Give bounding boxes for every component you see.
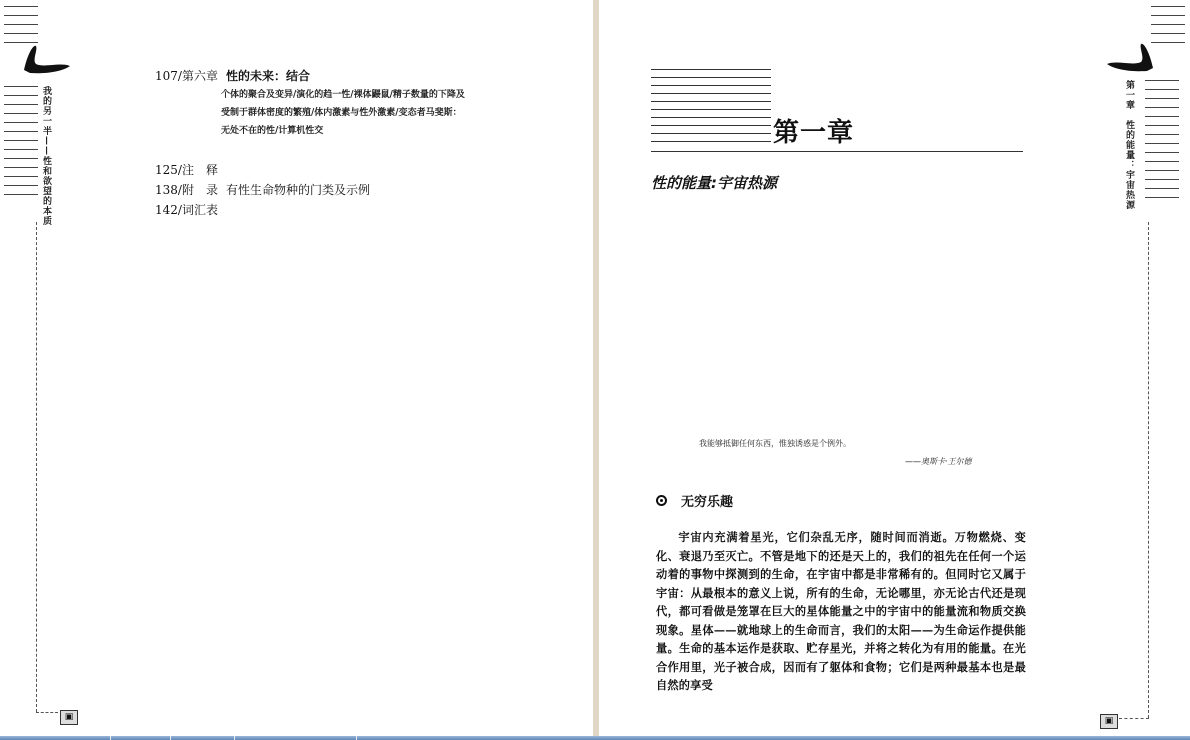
chapter-header-rules: [651, 69, 771, 149]
chapter-subtitle: 性的能量:宇宙热源: [651, 174, 777, 192]
toc-subtopics-line-2: 受制于群体密度的繁殖/体内激素与性外激素/变态者马斐斯：: [221, 108, 462, 118]
epigraph-author: ——奥斯卡·王尔德: [905, 457, 972, 466]
margin-dashed-line: [36, 222, 37, 712]
right-page: [599, 0, 1190, 736]
running-head-right: 第一章 性的能量：宇宙热源: [1124, 80, 1134, 210]
chapter-title-rule: [651, 151, 1023, 152]
left-page: [0, 0, 593, 736]
toc-chapter-title: 性的未来：结合: [225, 69, 310, 83]
toc-notes-label: 125/注 释: [155, 163, 218, 177]
toc-appendix-label: 138/附 录: [155, 183, 218, 197]
brush-ornament-icon: [20, 42, 72, 76]
toc-entry-glossary[interactable]: [155, 200, 535, 220]
toc-entry-appendix[interactable]: [155, 180, 535, 200]
body-paragraph: 宇宙内充满着星光，它们杂乱无序，随时间而消逝。万物燃烧、变化、衰退乃至灭亡。不管是地下的还是天上的，我们的祖先在任何一个运动着的事物中探测到的生命，在宇宙中都是非常稀有的。但同时它又属于宇宙：从最根本的意义上说，所有的生命，无论哪里，亦无论古代还是现代，都可看做是笼罩在巨大的星体能量之中的宇宙中的能量流和物质交换现象。星体——就地球上的生命而言，我们的太阳——为生命运作提供能量。生命的基本运作是获取、贮存星光，并将之转化为有用的能量。在光合作用里，光子被合成，因而有了躯体和食物；它们是两种最基本也是最自然的享受: [656, 530, 1026, 692]
section-title: 无穷乐趣: [681, 495, 734, 510]
left-margin-rules-lower: [4, 86, 38, 203]
toc-appendix-desc: 有性生命物种的门类及示例: [225, 183, 370, 197]
brush-ornament-icon: [1105, 40, 1157, 74]
taskbar-strip: [0, 736, 1190, 740]
bullseye-icon: [656, 495, 667, 506]
toc-page-chapter: 107/第六章: [155, 69, 218, 83]
right-margin-rules-lower: [1145, 80, 1179, 206]
epigraph: 我能够抵御任何东西，惟独诱惑是个例外。: [699, 439, 851, 448]
chapter-title: 第一章: [773, 118, 855, 148]
running-head-left: 我的另一半——性和欲望的本质: [41, 86, 51, 226]
folio-ornament-icon: ▣: [60, 710, 78, 725]
toc-entry-chapter6[interactable]: [155, 68, 535, 84]
toc-subtopics-line-3: 无处不在的性/计算机性交: [221, 126, 324, 136]
margin-dashed-line: [1148, 222, 1149, 718]
toc-entry-notes[interactable]: [155, 160, 535, 180]
table-of-contents: [155, 68, 535, 220]
section-heading: [656, 491, 733, 510]
toc-subtopics-line-1: 个体的聚合及变异/演化的趋一性/裸体鼹鼠/精子数量的下降及: [221, 90, 465, 100]
margin-dashed-foot: [1119, 718, 1149, 719]
toc-glossary-label: 142/词汇表: [155, 203, 218, 217]
folio-ornament-icon: ▣: [1100, 714, 1118, 729]
margin-dashed-foot: [36, 712, 58, 713]
